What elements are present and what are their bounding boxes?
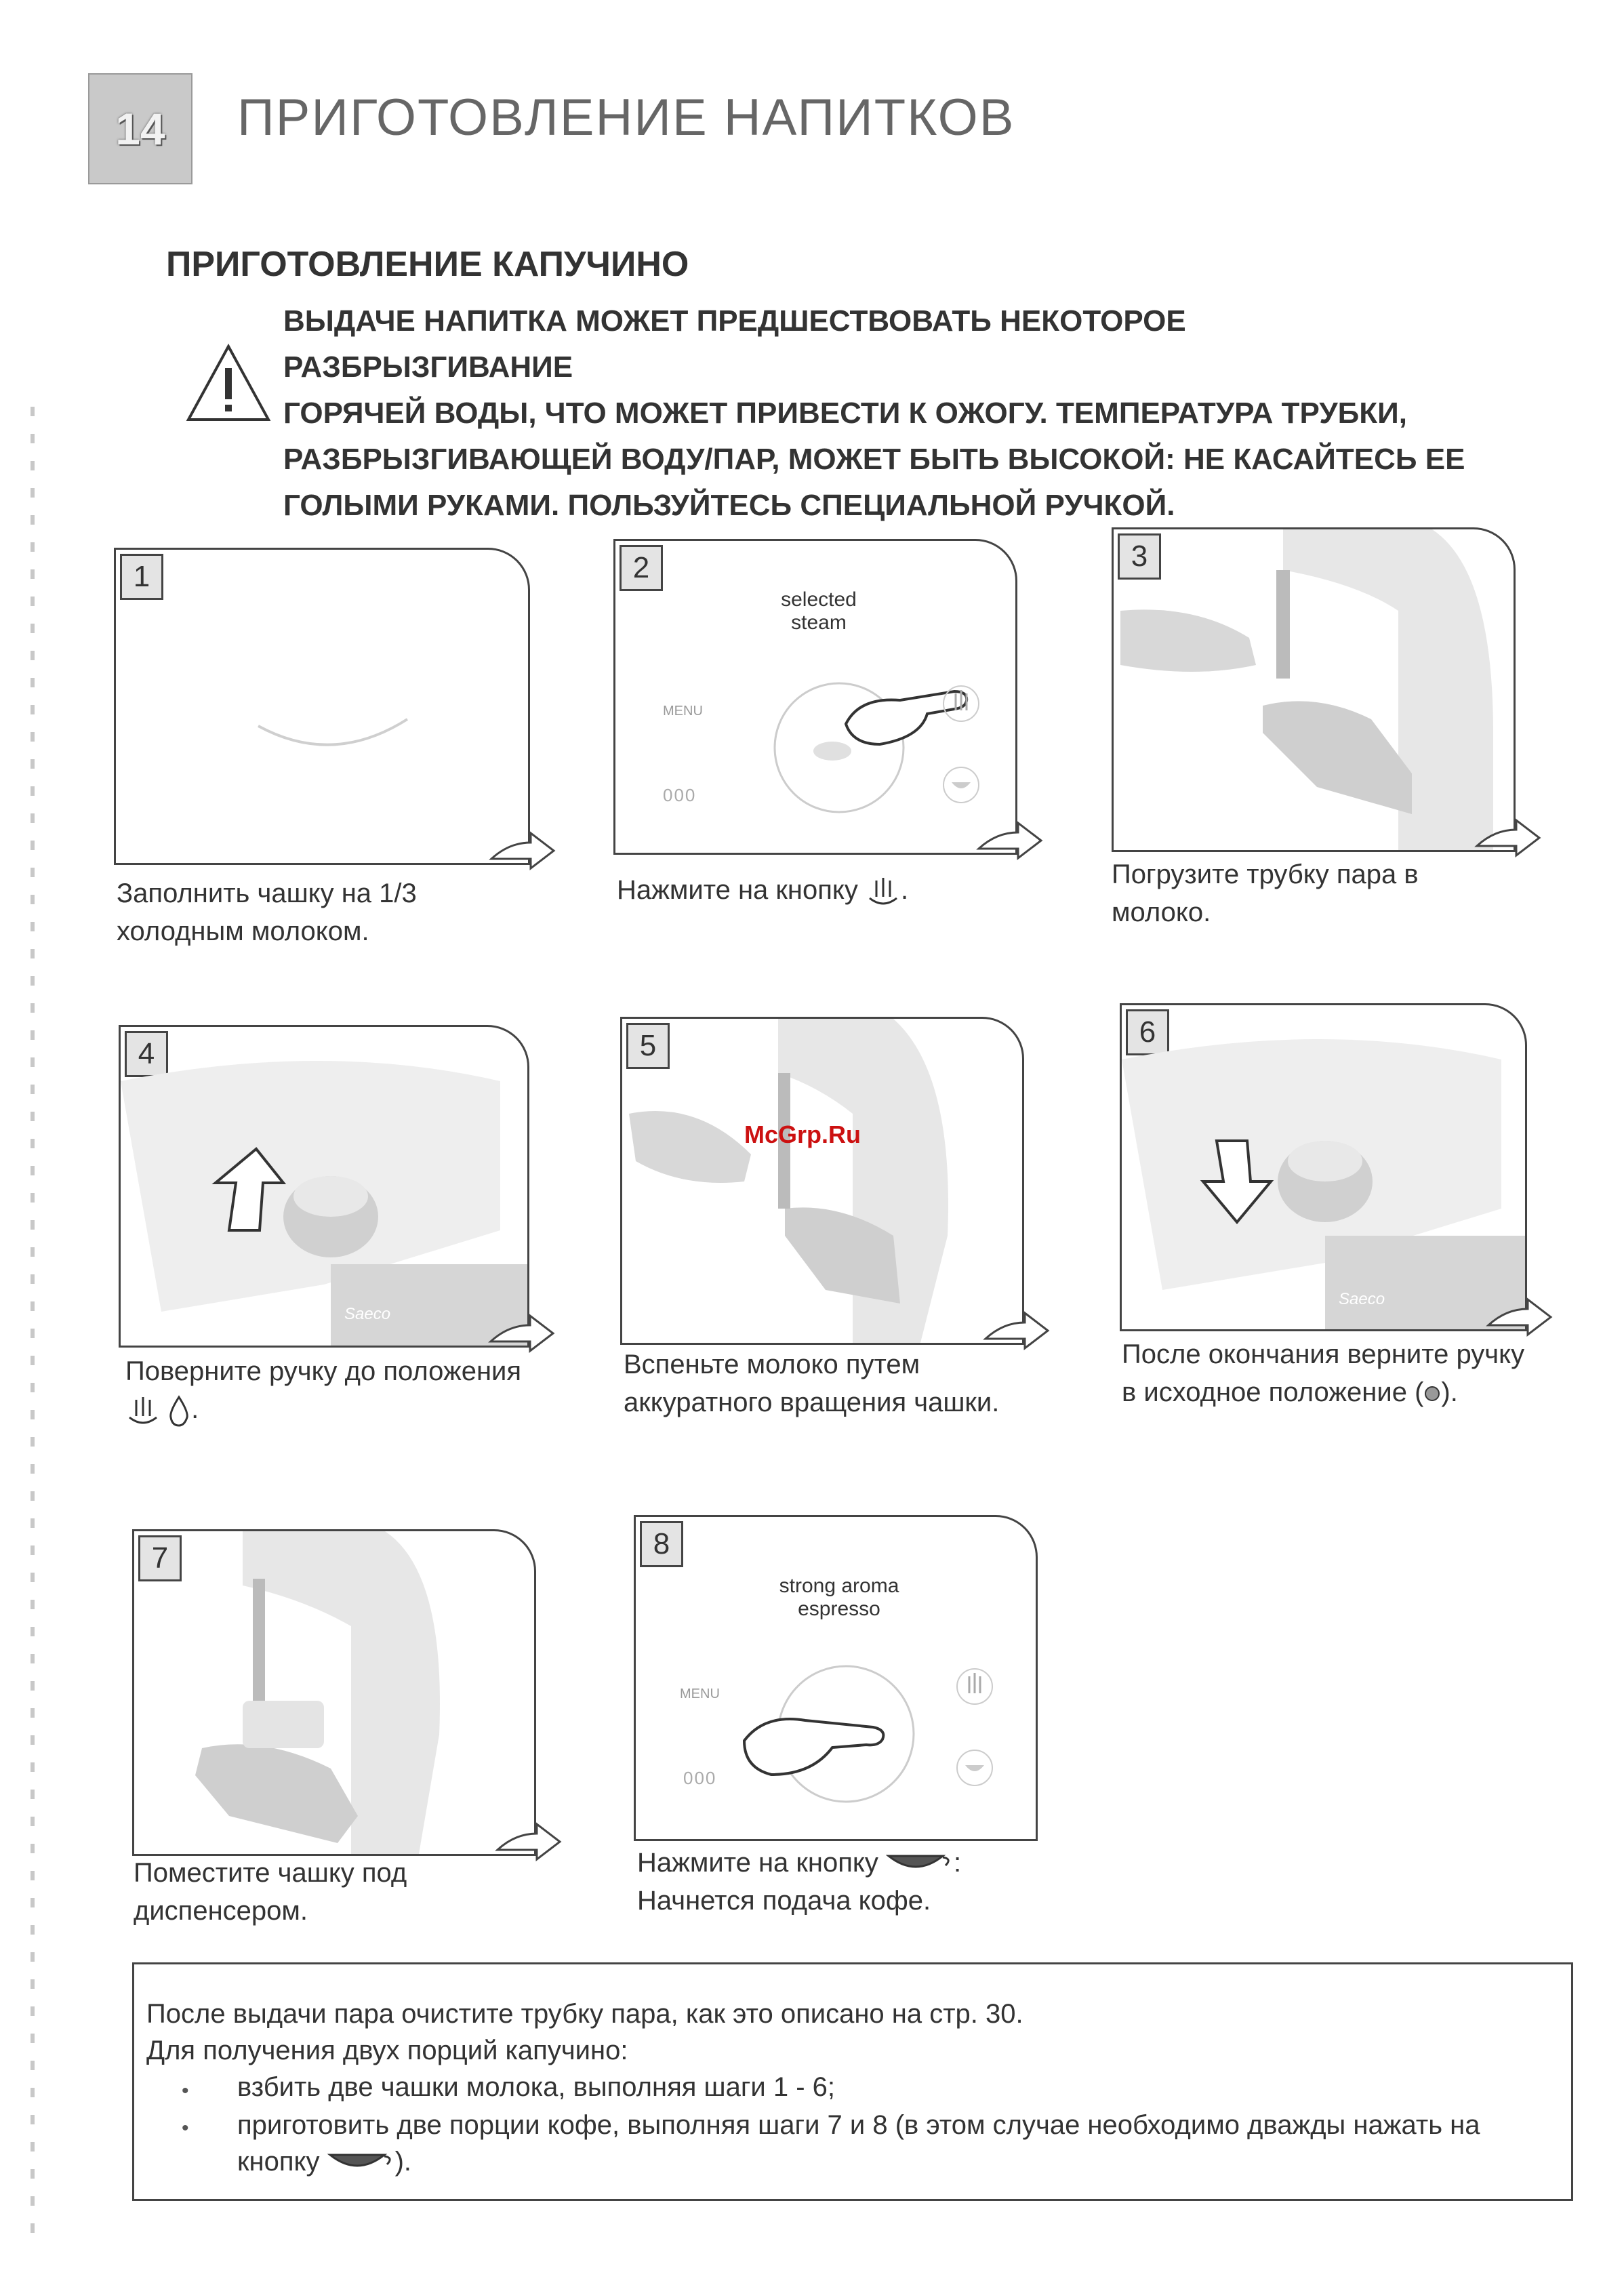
next-arrow-icon bbox=[488, 1312, 556, 1355]
caption-line: молоко. bbox=[1112, 897, 1211, 927]
cup-under-dispenser-photo bbox=[134, 1531, 534, 1854]
machine-steam-wand-photo bbox=[1114, 529, 1514, 850]
step-1-illustration bbox=[114, 548, 530, 865]
note-line: Для получения двух порций капучино: bbox=[146, 2036, 628, 2065]
step-number: 1 bbox=[120, 554, 163, 600]
warning-line: РАЗБРЫЗГИВАЮЩЕЙ ВОДУ/ПАР, МОЖЕТ БЫТЬ ВЫСОКОЙ: НЕ КАСАЙТЕСЬ ЕЕ bbox=[283, 443, 1465, 476]
page-title: ПРИГОТОВЛЕНИЕ НАПИТКОВ bbox=[237, 89, 1015, 146]
display-line: strong aroma bbox=[779, 1575, 899, 1597]
step-8-illustration bbox=[634, 1515, 1038, 1841]
step-number: 5 bbox=[626, 1023, 670, 1069]
frothing-milk-photo bbox=[622, 1019, 1022, 1343]
note-box bbox=[132, 1962, 1573, 2201]
step-2-caption bbox=[617, 871, 908, 909]
espresso-button-icon bbox=[954, 1747, 995, 1788]
caption-line: Заполнить чашку на 1/3 bbox=[117, 878, 417, 908]
warning-triangle-icon bbox=[184, 342, 272, 424]
caption-suffix: . bbox=[191, 1394, 199, 1424]
step-8-caption bbox=[637, 1844, 961, 1920]
next-arrow-icon bbox=[495, 1820, 563, 1863]
step-3-caption bbox=[1112, 855, 1419, 931]
step-number: 6 bbox=[1126, 1009, 1169, 1055]
caption-line: Нажмите на кнопку bbox=[617, 875, 858, 905]
section-title: ПРИГОТОВЛЕНИЕ КАПУЧИНО bbox=[166, 245, 689, 284]
home-position-dot-icon bbox=[1423, 1385, 1441, 1402]
machine-knob-photo bbox=[1122, 1005, 1525, 1329]
step-number: 3 bbox=[1118, 533, 1161, 580]
steam-button-icon bbox=[941, 680, 981, 727]
menu-label: MENU bbox=[680, 1686, 720, 1701]
caption-line: диспенсером. bbox=[134, 1896, 308, 1926]
brand-logo: Saeco bbox=[1339, 1290, 1385, 1308]
step-5-illustration bbox=[620, 1017, 1024, 1345]
cup-rim-sketch bbox=[251, 712, 414, 760]
step-6-illustration bbox=[1120, 1003, 1527, 1331]
caption-line: После окончания верните ручку bbox=[1122, 1339, 1525, 1369]
next-arrow-icon bbox=[976, 819, 1044, 862]
display-text bbox=[751, 588, 887, 634]
brand-logo: Saeco bbox=[344, 1305, 391, 1323]
display-line: selected bbox=[781, 588, 857, 611]
caption-line: Нажмите на кнопку bbox=[637, 1848, 878, 1878]
step-5-caption bbox=[624, 1346, 999, 1421]
bullet-dot: • bbox=[182, 2117, 189, 2139]
note-bullet bbox=[237, 2107, 1552, 2180]
step-4-illustration bbox=[119, 1025, 529, 1348]
steam-icon bbox=[866, 875, 901, 908]
next-arrow-icon bbox=[1486, 1295, 1554, 1339]
display-line: espresso bbox=[798, 1598, 880, 1620]
caption-line: в исходное положение ( bbox=[1122, 1377, 1424, 1407]
caption-line: холодным молоком. bbox=[117, 916, 369, 946]
step-number: 8 bbox=[640, 1521, 683, 1567]
step-2-illustration bbox=[613, 539, 1017, 855]
watermark: McGrp.Ru bbox=[744, 1120, 861, 1148]
water-drop-icon bbox=[167, 1394, 191, 1427]
next-arrow-icon bbox=[1474, 816, 1542, 860]
caption-line: аккуратного вращения чашки. bbox=[624, 1388, 1000, 1417]
note-bullet-line: кнопку bbox=[237, 2147, 320, 2177]
dots-label: 000 bbox=[683, 1768, 717, 1788]
left-binding-marks bbox=[31, 407, 35, 2237]
steam-icon bbox=[125, 1394, 159, 1427]
note-line: После выдачи пара очистите трубку пара, как это описано на стр. 30. bbox=[146, 1999, 1023, 2029]
display-line: steam bbox=[791, 611, 847, 634]
step-7-illustration bbox=[132, 1529, 536, 1856]
step-number: 2 bbox=[620, 545, 663, 591]
dots-label: 000 bbox=[663, 785, 697, 805]
step-3-illustration bbox=[1112, 527, 1516, 852]
caption-suffix: ). bbox=[1441, 1377, 1458, 1407]
caption-line: Начнется подача кофе. bbox=[637, 1886, 931, 1916]
caption-line: Поместите чашку под bbox=[134, 1858, 407, 1888]
caption-suffix: : bbox=[953, 1848, 962, 1878]
step-6-caption bbox=[1122, 1335, 1524, 1411]
step-number: 7 bbox=[138, 1535, 182, 1581]
caption-line: Поверните ручку до положения bbox=[125, 1356, 522, 1386]
espresso-button-icon bbox=[941, 765, 981, 805]
machine-knob-photo bbox=[121, 1027, 527, 1346]
steam-button-icon bbox=[954, 1663, 995, 1710]
warning-line: ВЫДАЧЕ НАПИТКА МОЖЕТ ПРЕДШЕСТВОВАТЬ НЕКОТОРОЕ РАЗБРЫЗГИВАНИЕ bbox=[283, 304, 1186, 384]
step-7-caption bbox=[134, 1854, 407, 1930]
menu-label: MENU bbox=[663, 704, 703, 719]
caption-suffix: . bbox=[900, 875, 909, 905]
note-bullet-line: ). bbox=[394, 2147, 412, 2177]
note-bullet: взбить две чашки молока, выполняя шаги 1 - 6; bbox=[237, 2072, 836, 2102]
caption-line: Вспеньте молоко путем bbox=[624, 1350, 920, 1379]
next-arrow-icon bbox=[489, 829, 556, 872]
page-number-badge bbox=[88, 73, 192, 184]
step-1-caption bbox=[117, 874, 417, 950]
note-bullet-line: приготовить две порции кофе, выполняя шаги 7 и 8 (в этом случае необходимо дважды нажать на bbox=[237, 2110, 1480, 2140]
warning-text bbox=[283, 298, 1476, 529]
espresso-cup-icon bbox=[886, 1851, 954, 1878]
bullet-dot: • bbox=[182, 2080, 189, 2102]
page-number: 14 bbox=[115, 104, 165, 154]
step-number: 4 bbox=[125, 1031, 168, 1077]
display-text bbox=[737, 1575, 941, 1621]
step-4-caption bbox=[125, 1352, 521, 1428]
caption-line-icons bbox=[125, 1390, 521, 1428]
espresso-cup-icon bbox=[327, 2149, 395, 2177]
warning-line: ГОРЯЧЕЙ ВОДЫ, ЧТО МОЖЕТ ПРИВЕСТИ К ОЖОГУ. ТЕМПЕРАТУРА ТРУБКИ, bbox=[283, 397, 1407, 430]
caption-line: Погрузите трубку пара в bbox=[1112, 860, 1419, 889]
pressing-hand-icon bbox=[737, 1700, 893, 1788]
warning-line: ГОЛЫМИ РУКАМИ. ПОЛЬЗУЙТЕСЬ СПЕЦИАЛЬНОЙ РУЧКОЙ. bbox=[283, 489, 1175, 522]
